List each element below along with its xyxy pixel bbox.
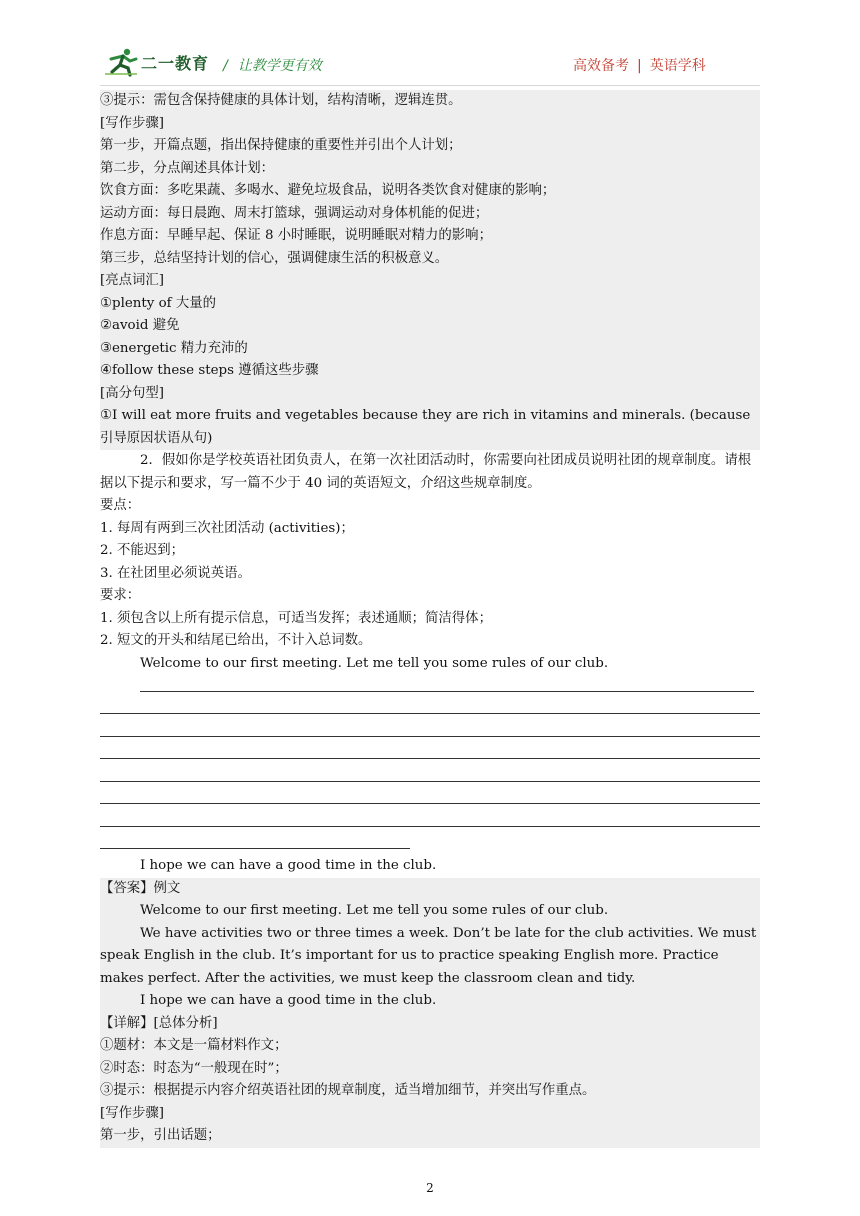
answer-blank-line[interactable] [100,743,760,766]
analysis-line: ①题材：本文是一篇材料作文； [100,1038,288,1053]
point-item: 1. 每周有两到三次社团活动 (activities)； [100,520,354,536]
text-line: [高分句型] [100,385,165,401]
text-line: 第一步，开篇点题，指出保持健康的重要性并引出个人计划； [100,138,462,153]
answer-blank-line[interactable] [100,720,760,743]
answer-paragraph: We have activities two or three times a week. Don’t be late for the club activities. We must speak English in the club. It’s important for us to practice speaking English more. Practice makes perfect. After the activities, we must keep the classroom clean and tidy. [100,925,757,986]
text-line: [亮点词汇] [100,273,165,288]
tag-subject: 英语学科 [649,58,706,74]
requirement-item: 1. 须包含以上所有提示信息，可适当发挥；表述通顺；简洁得体； [100,610,492,626]
analysis-line: ②时态：时态为“一般现在时”； [100,1060,288,1076]
text-line: 作息方面：早睡早起、保证 8 小时睡眠，说明睡眠对精力的影响； [100,228,492,243]
subject-tag [573,55,706,75]
text-line: 第三步，总结坚持计划的信心，强调健康生活的积极意义。 [100,250,449,266]
text-line: 饮食方面：多吃果蔬、多喝水、避免垃圾食品，说明各类饮食对健康的影响； [100,183,556,198]
requirement-item: 2. 短文的开头和结尾已给出，不计入总词数。 [100,633,372,648]
essay-closing: I hope we can have a good time in the club. [140,858,437,873]
text-line: ④follow these steps 遵循这些步骤 [100,363,319,378]
runner-logo-icon [103,47,139,77]
analysis-line: [写作步骤] [100,1105,165,1121]
text-line: ②avoid 避免 [100,318,180,333]
question-2: 2．假如你是学校英语社团负责人，在第一次社团活动时，你需要向社团成员说明社团的规章制度。请根据以下提示和要求，写一篇不少于 40 词的英语短文，介绍这些规章制度。 [100,453,752,491]
answer-blank-line[interactable] [100,765,760,788]
answer-paragraph: Welcome to our first meeting. Let me tell you some rules of our club. [140,903,609,918]
answer-blank-line[interactable] [100,675,760,698]
analysis-line: 第一步，引出话题； [100,1128,221,1143]
point-item: 3. 在社团里必须说英语。 [100,565,251,581]
slogan-text: 让教学更有效 [237,58,322,74]
sentence-pattern: ①I will eat more fruits and vegetables because they are rich in vitamins and minerals. (because 引导原因状语从句) [100,408,751,446]
text-line: ③energetic 精力充沛的 [100,340,248,356]
answer-blank-line[interactable] [100,788,760,811]
text-line: 运动方面：每日晨跑、周末打篮球，强调运动对身体机能的促进； [100,205,489,221]
tag-exam-prep: 高效备考 [573,58,629,74]
tag-separator: | [637,58,642,74]
header-divider [100,85,760,86]
text-line: 第二步，分点阐述具体计划： [100,160,275,176]
essay-opening: Welcome to our first meeting. Let me tell you some rules of our club. [140,655,609,671]
slogan: / 让教学更有效 [223,58,322,74]
point-item: 2. 不能迟到； [100,543,184,558]
page-body [100,90,760,1148]
page-header [0,0,860,90]
text-line: ③提示：需包含保持健康的具体计划，结构清晰，逻辑连贯。 [100,93,462,108]
points-label: 要点： [100,498,141,513]
text-line: [写作步骤] [100,115,165,131]
analysis-line: 【详解】[总体分析] [100,1015,218,1031]
answer-label: 【答案】例文 [100,880,181,896]
analysis-line: ③提示：根据提示内容介绍英语社团的规章制度，适当增加细节，并突出写作重点。 [100,1083,596,1098]
requirements-label: 要求： [100,588,141,603]
analysis-block-1 [100,90,760,450]
answer-blank-line[interactable] [100,698,760,721]
page-number: 2 [426,1181,434,1195]
answer-blank-line[interactable] [100,833,760,856]
answer-paragraph: I hope we can have a good time in the club. [140,993,437,1008]
answer-blank-line[interactable] [100,810,760,833]
text-line: ①plenty of 大量的 [100,295,217,311]
answer-block [100,878,760,1148]
logo [103,47,209,77]
brand-name: 二一教育 [141,53,210,73]
